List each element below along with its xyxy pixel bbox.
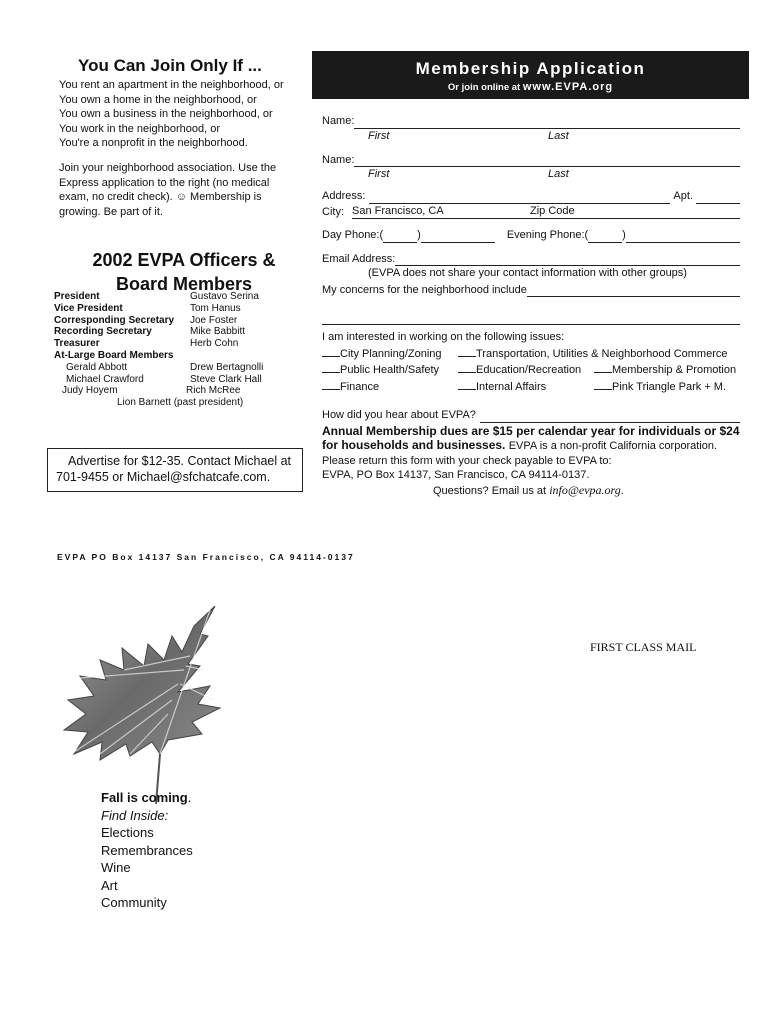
officer-name: Joe Foster bbox=[190, 314, 238, 326]
teaser-period: . bbox=[187, 790, 192, 805]
online-prefix: Or join online at bbox=[447, 82, 521, 93]
join-conditions bbox=[59, 78, 309, 151]
officer-title: Recording Secretary bbox=[54, 326, 152, 338]
officers-heading bbox=[54, 248, 314, 296]
condition-line: You own a home in the neighborhood, or bbox=[59, 93, 257, 106]
phone-close: ) bbox=[622, 229, 626, 241]
concerns-row-2 bbox=[322, 297, 740, 325]
teaser bbox=[101, 789, 193, 912]
teaser-item: Wine bbox=[101, 860, 131, 875]
member-name: Judy Hoyem bbox=[62, 385, 118, 397]
interest-intro: I am interested in working on the following issues: bbox=[322, 331, 565, 343]
find-inside-label: Find Inside: bbox=[101, 807, 169, 823]
officer-title: President bbox=[54, 291, 100, 302]
issue-item[interactable]: Pink Triangle Park + M. bbox=[594, 378, 726, 395]
last-label: Last bbox=[548, 168, 569, 180]
advert-line: 701-9455 or Michael@sfchatcafe.com. bbox=[56, 470, 271, 484]
day-area-code-input[interactable] bbox=[383, 231, 417, 243]
first-label: First bbox=[368, 168, 390, 180]
heard-label: How did you hear about EVPA? bbox=[322, 409, 476, 421]
advert-line: Advertise for $12-35. Contact Michael at bbox=[68, 454, 292, 468]
zip-label: Zip Code bbox=[530, 204, 575, 220]
name-row bbox=[322, 114, 740, 129]
officer-title: Treasurer bbox=[54, 338, 100, 350]
advert-box bbox=[47, 448, 303, 492]
return-address: EVPA PO Box 14137 San Francisco, CA 94114-0137 bbox=[57, 552, 355, 562]
officer-row bbox=[54, 303, 314, 315]
past-president: Lion Barnett (past president) bbox=[117, 397, 244, 409]
concerns-label: My concerns for the neighborhood include bbox=[322, 283, 527, 296]
teaser-item: Community bbox=[101, 895, 167, 910]
zip-input[interactable] bbox=[575, 207, 740, 219]
issues-row bbox=[322, 378, 740, 395]
issue-item[interactable]: Internal Affairs bbox=[458, 378, 594, 395]
condition-line: You rent an apartment in the neighborhood, or bbox=[59, 79, 284, 91]
name-label: Name: bbox=[322, 115, 355, 127]
city-label: City: bbox=[322, 205, 344, 218]
city-row bbox=[322, 204, 740, 220]
last-label: Last bbox=[548, 129, 569, 142]
return-line: Please return this form with your check payable to EVPA to: bbox=[322, 454, 612, 467]
evening-area-code-input[interactable] bbox=[588, 231, 622, 243]
heard-input[interactable] bbox=[480, 411, 740, 423]
dues-bold: Annual Membership dues are $15 per calendar year for individuals or $24 for households and businesses. bbox=[322, 423, 740, 452]
application-form bbox=[322, 114, 740, 498]
mail-class: FIRST CLASS MAIL bbox=[590, 640, 697, 654]
application-title: Membership Application bbox=[415, 59, 646, 78]
apt-input[interactable] bbox=[696, 192, 740, 204]
city-value[interactable]: San Francisco, CA bbox=[352, 204, 530, 220]
member-name: Michael Crawford bbox=[66, 373, 144, 385]
at-large-row bbox=[54, 385, 314, 397]
teaser-item: Elections bbox=[101, 825, 154, 840]
officer-name: Gustavo Serina bbox=[190, 291, 259, 302]
member-name: Gerald Abbott bbox=[66, 361, 128, 373]
condition-line: You're a nonprofit in the neighborhood. bbox=[59, 137, 248, 149]
invite-line: Join your neighborhood association. Use the bbox=[59, 162, 277, 174]
at-large-row bbox=[54, 374, 314, 386]
teaser-item: Art bbox=[101, 877, 118, 893]
member-name: Steve Clark Hall bbox=[190, 373, 262, 385]
maple-leaf-illustration bbox=[60, 604, 230, 804]
questions-prefix: Questions? Email us at bbox=[433, 484, 547, 497]
evening-phone-input[interactable] bbox=[626, 231, 740, 243]
join-heading: You Can Join Only If ... bbox=[78, 56, 262, 75]
officer-name: Mike Babbitt bbox=[190, 326, 246, 338]
officers-heading-line1: 2002 EVPA Officers & bbox=[92, 250, 276, 270]
issue-item[interactable]: Membership & Promotion bbox=[594, 361, 736, 378]
teaser-item: Remembrances bbox=[101, 842, 193, 858]
invite-line: Express application to the right (no medical bbox=[59, 176, 270, 189]
condition-line: You work in the neighborhood, or bbox=[59, 122, 221, 135]
questions-email[interactable]: info@evpa.org bbox=[549, 482, 621, 497]
condition-line: You own a business in the neighborhood, or bbox=[59, 108, 273, 120]
officer-title: Corresponding Secretary bbox=[54, 314, 175, 326]
questions-suffix: . bbox=[620, 484, 624, 497]
issue-item[interactable]: Public Health/Safety bbox=[322, 361, 458, 378]
invite-line: growing. Be part of it. bbox=[59, 205, 163, 218]
email-input[interactable] bbox=[395, 254, 740, 266]
issues-row bbox=[322, 361, 740, 378]
phone-row bbox=[322, 228, 740, 243]
evening-phone-label: Evening Phone:( bbox=[506, 229, 589, 241]
issue-item[interactable]: Finance bbox=[322, 378, 458, 395]
day-phone-label: Day Phone:( bbox=[322, 229, 384, 241]
name-label: Name: bbox=[322, 153, 355, 166]
email-row bbox=[322, 252, 740, 267]
online-line bbox=[312, 81, 749, 93]
address-input[interactable] bbox=[369, 192, 670, 204]
address-row bbox=[322, 189, 740, 204]
leaf-shape bbox=[64, 606, 220, 760]
privacy-note: (EVPA does not share your contact information with other groups) bbox=[368, 267, 687, 279]
application-header bbox=[312, 51, 749, 99]
officer-row bbox=[54, 326, 314, 338]
email-label: Email Address: bbox=[322, 252, 396, 265]
name-hints bbox=[322, 167, 740, 189]
officer-row bbox=[54, 291, 314, 303]
officer-row bbox=[54, 338, 314, 350]
questions-line bbox=[322, 483, 740, 499]
officer-title: Vice President bbox=[54, 302, 123, 314]
concerns-input[interactable] bbox=[527, 285, 740, 297]
member-name: Rich McRee bbox=[186, 385, 241, 397]
return-line: EVPA, PO Box 14137, San Francisco, CA 94114-0137. bbox=[322, 469, 590, 481]
online-url[interactable]: www.EVPA.org bbox=[522, 81, 614, 93]
teaser-headline: Fall is coming bbox=[101, 790, 188, 805]
at-large-row bbox=[54, 362, 314, 374]
officer-name: Tom Hanus bbox=[190, 302, 241, 314]
address-label: Address: bbox=[322, 190, 366, 202]
phone-close: ) bbox=[417, 229, 421, 241]
invite-line: exam, no credit check). ☺ Membership is bbox=[59, 191, 262, 203]
dues-note: EVPA is a non-profit California corporation. bbox=[508, 440, 718, 452]
officers-list bbox=[54, 291, 314, 409]
member-name: Drew Bertagnolli bbox=[190, 361, 264, 373]
day-phone-input[interactable] bbox=[421, 231, 495, 243]
first-label: First bbox=[368, 129, 390, 142]
officers-heading-line2: Board Members bbox=[115, 274, 253, 294]
issue-item[interactable]: Transportation, Utilities & Neighborhood Commerce bbox=[458, 345, 727, 362]
name-input-2[interactable] bbox=[354, 155, 740, 167]
officer-row bbox=[54, 315, 314, 327]
issues-row bbox=[322, 345, 740, 362]
dues-paragraph bbox=[322, 424, 740, 454]
concerns-row bbox=[322, 283, 740, 298]
concerns-input-2[interactable] bbox=[322, 313, 740, 325]
issue-item[interactable]: Education/Recreation bbox=[458, 361, 594, 378]
heard-row bbox=[322, 408, 740, 423]
name-row bbox=[322, 153, 740, 168]
issue-item[interactable]: City Planning/Zoning bbox=[322, 345, 458, 362]
name-hints bbox=[322, 129, 740, 153]
name-input-1[interactable] bbox=[354, 117, 740, 129]
at-large-label: At-Large Board Members bbox=[54, 349, 174, 361]
apt-label: Apt. bbox=[673, 190, 693, 202]
join-invite bbox=[59, 161, 309, 219]
officer-name: Herb Cohn bbox=[190, 338, 239, 350]
